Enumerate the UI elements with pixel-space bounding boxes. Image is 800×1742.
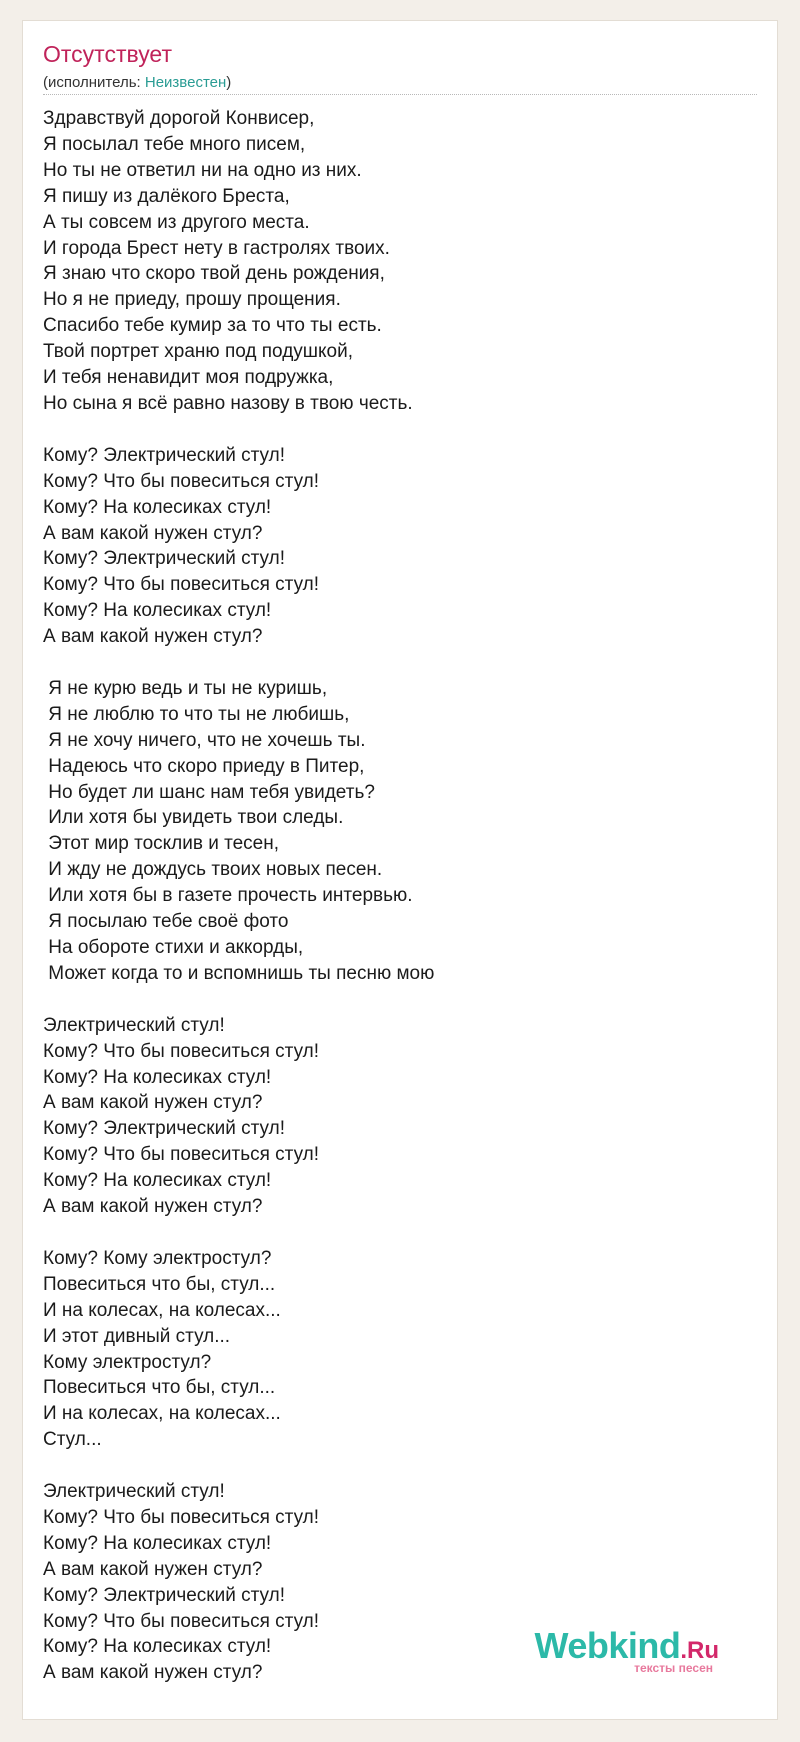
- song-title: Отсутствует: [43, 41, 172, 67]
- artist-suffix: ): [226, 74, 232, 91]
- lyrics-card: [22, 20, 778, 1720]
- logo-tld: .Ru: [680, 1637, 719, 1664]
- artist-link[interactable]: Неизвестен: [144, 74, 227, 91]
- lyrics-text: Здравствуй дорогой Конвисер, Я посылал тебе много писем, Но ты не ответил ни на одно из них. Я пишу из далёкого Бреста, А ты совсем из другого места. И города Брест нету в гастролях твоих. Я знаю что скоро твой день рождения, Но я не приеду, прошу прощения. Спасибо тебе кумир за то что ты есть. Твой портрет храню под подушкой, И тебя ненавидит моя подружка, Но сына я всё равно назову в твою честь. Кому? Электрический стул! Кому? Что бы повеситься стул! Кому? На колесиках стул! А вам какой нужен стул? Кому? Электрический стул! Кому? Что бы повеситься стул! Кому? На колесиках стул! А вам какой нужен стул? Я не курю ведь и ты не куришь, Я не люблю то что ты не любишь, Я не хочу ничего, что не хочешь ты. Надеюсь что скоро приеду в Питер, Но будет ли шанс нам тебя увидеть? Или хотя бы увидеть твои следы. Этот мир тосклив и тесен, И жду не дождусь твоих новых песен. Или хотя бы в газете прочесть интервью. Я посылаю тебе своё фото На обороте стихи и аккорды, Может когда то и вспомнишь ты песню мою Электрический стул! Кому? Что бы повеситься стул! Кому? На колесиках стул! А вам какой нужен стул? Кому? Электрический стул! Кому? Что бы повеситься стул! Кому? На колесиках стул! А вам какой нужен стул? Кому? Кому электростул? Повеситься что бы, стул... И на колесах, на колесах... И этот дивный стул... Кому электростул? Повеситься что бы, стул... И на колесах, на колесах... Стул... Электрический стул! Кому? Что бы повеситься стул! Кому? На колесиках стул! А вам какой нужен стул? Кому? Электрический стул! Кому? Что бы повеситься стул! Кому? На колесиках стул! А вам какой нужен стул?: [43, 108, 435, 1684]
- artist-prefix: (исполнитель:: [43, 74, 145, 91]
- logo-tagline: тексты песен: [634, 1661, 713, 1675]
- site-logo[interactable]: [534, 1625, 719, 1675]
- header-divider: [43, 94, 757, 95]
- logo-name: Webkind: [534, 1625, 681, 1666]
- artist-line: [43, 74, 231, 91]
